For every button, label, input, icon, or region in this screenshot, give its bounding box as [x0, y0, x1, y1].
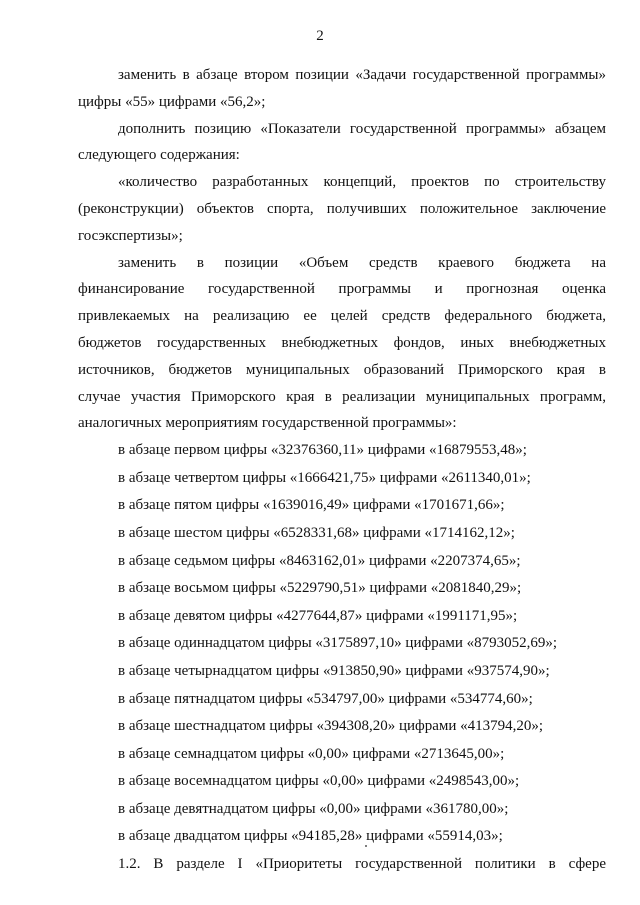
paragraph-3-line-2: (реконструкции) объектов спорта, получивших положительное заключение: [78, 200, 606, 217]
paragraph-3-line-1: «количество разработанных концепций, проектов по строительству: [118, 174, 606, 191]
scan-dot: [365, 845, 367, 847]
paragraph-1-line-1: заменить в абзаце втором позиции «Задачи государственной программы»: [118, 67, 606, 83]
replacement-item: в абзаце четырнадцатом цифры «913850,90» цифрами «937574,90»;: [118, 662, 550, 679]
document-body: [78, 62, 606, 878]
paragraph-4-line-5: источников, бюджетов муниципальных образований Приморского края в: [78, 361, 606, 378]
paragraph-4-line-4: бюджетов государственных внебюджетных фондов, иных внебюджетных: [78, 334, 606, 351]
paragraph-4-line-7: аналогичных мероприятиям государственной программы»:: [78, 415, 457, 432]
replacement-item: в абзаце пятом цифры «1639016,49» цифрами «1701671,66»;: [118, 497, 505, 514]
page-number: 2: [316, 28, 324, 44]
paragraph-4-line-3: привлекаемых на реализацию ее целей средств федерального бюджета,: [78, 308, 606, 325]
replacement-item: в абзаце девятнадцатом цифры «0,00» цифрами «361780,00»;: [118, 800, 509, 817]
replacement-item: в абзаце четвертом цифры «1666421,75» цифрами «2611340,01»;: [118, 469, 531, 486]
paragraph-2-line-2: следующего содержания:: [78, 147, 240, 164]
paragraph-3-line-3: госэкспертизы»;: [78, 227, 183, 244]
replacement-item: в абзаце семнадцатом цифры «0,00» цифрами «2713645,00»;: [118, 745, 505, 762]
replacement-item: в абзаце пятнадцатом цифры «534797,00» цифрами «534774,60»;: [118, 690, 533, 707]
replacement-item: в абзаце восемнадцатом цифры «0,00» цифрами «2498543,00»;: [118, 773, 520, 790]
replacement-item: в абзаце одиннадцатом цифры «3175897,10» цифрами «8793052,69»;: [118, 635, 558, 652]
paragraph-4-line-1: заменить в позиции «Объем средств краевого бюджета на: [118, 254, 606, 271]
replacement-item: в абзаце двадцатом цифры «94185,28» цифрами «55914,03»;: [118, 828, 503, 845]
replacement-item: в абзаце шестнадцатом цифры «394308,20» цифрами «413794,20»;: [118, 718, 544, 735]
replacement-item: в абзаце седьмом цифры «8463162,01» цифрами «2207374,65»;: [118, 552, 521, 569]
replacement-item: в абзаце восьмом цифры «5229790,51» цифрами «2081840,29»;: [118, 580, 522, 597]
replacement-item: в абзаце девятом цифры «4277644,87» цифрами «1991171,95»;: [118, 607, 518, 624]
paragraph-4-line-2: финансирование государственной программы и прогнозная оценка: [78, 281, 606, 298]
paragraph-1-line-2: цифры «55» цифрами «56,2»;: [78, 93, 266, 110]
section-heading: 1.2. В разделе I «Приоритеты государственной политики в сфере: [118, 856, 606, 873]
replacement-item: в абзаце первом цифры «32376360,11» цифрами «16879553,48»;: [118, 442, 527, 459]
paragraph-2-line-1: дополнить позицию «Показатели государственной программы» абзацем: [118, 120, 606, 137]
replacement-item: в абзаце шестом цифры «6528331,68» цифрами «1714162,12»;: [118, 524, 515, 541]
paragraph-4-line-6: случае участия Приморского края в реализации муниципальных программ,: [78, 388, 606, 405]
